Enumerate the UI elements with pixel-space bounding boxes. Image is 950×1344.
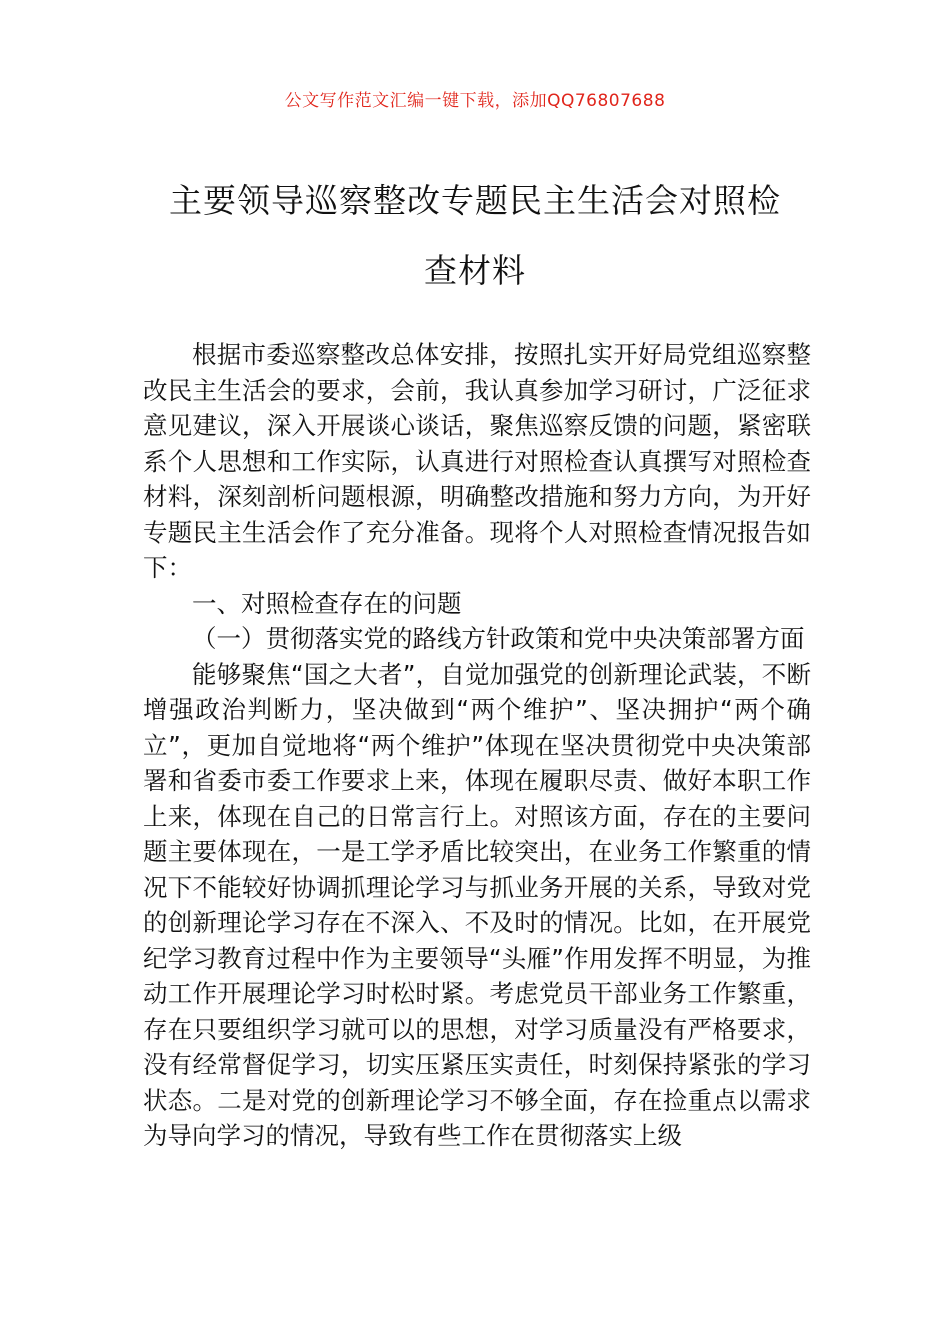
document-title-line-1: 主要领导巡察整改专题民主生活会对照检 <box>169 181 781 220</box>
body-paragraph: 能够聚焦“国之大者”，自觉加强党的创新理论武装，不断增强政治判断力，坚决做到“两个维护”、坚决拥护“两个确立”，更加自觉地将“两个维护”体现在坚决贯彻党中央决策部署和省委市委工作要求上来，体现在履职尽责、做好本职工作上来，体现在自己的日常言行上。对照该方面，存在的主要问题主要体现在，一是工学矛盾比较突出，在业务工作繁重的情况下不能较好协调抓理论学习与抓业务开展的关系，导致对党的创新理论学习存在不深入、不及时的情况。比如，在开展党纪学习教育过程中作为主要领导“头雁”作用发挥不明显，为推动工作开展理论学习时松时紧。考虑党员干部业务工作繁重，存在只要组织学习就可以的思想，对学习质量没有严格要求，没有经常督促学习，切实压紧压实责任，时刻保持紧张的学习状态。二是对党的创新理论学习不够全面，存在捡重点以需求为导向学习的情况，导致有些工作在贯彻落实上级 <box>143 659 811 1150</box>
document-body <box>143 337 811 1154</box>
intro-paragraph: 根据市委巡察整改总体安排，按照扎实开好局党组巡察整改民主生活会的要求，会前，我认真参加学习研讨，广泛征求意见建议，深入开展谈心谈话，聚焦巡察反馈的问题，紧密联系个人思想和工作实际，认真进行对照检查认真撰写对照检查材料，深刻剖析问题根源，明确整改措施和努力方向，为开好专题民主生活会作了充分准备。现将个人对照检查情况报告如下： <box>143 340 811 582</box>
section-heading-1: 一、对照检查存在的问题 <box>192 588 462 618</box>
subsection-heading-1: （一）贯彻落实党的路线方针政策和党中央决策部署方面 <box>192 624 805 653</box>
header-download-note: 公文写作范文汇编一键下载，添加QQ76807688 <box>284 91 666 111</box>
document-title-line-2: 查材料 <box>424 251 526 290</box>
